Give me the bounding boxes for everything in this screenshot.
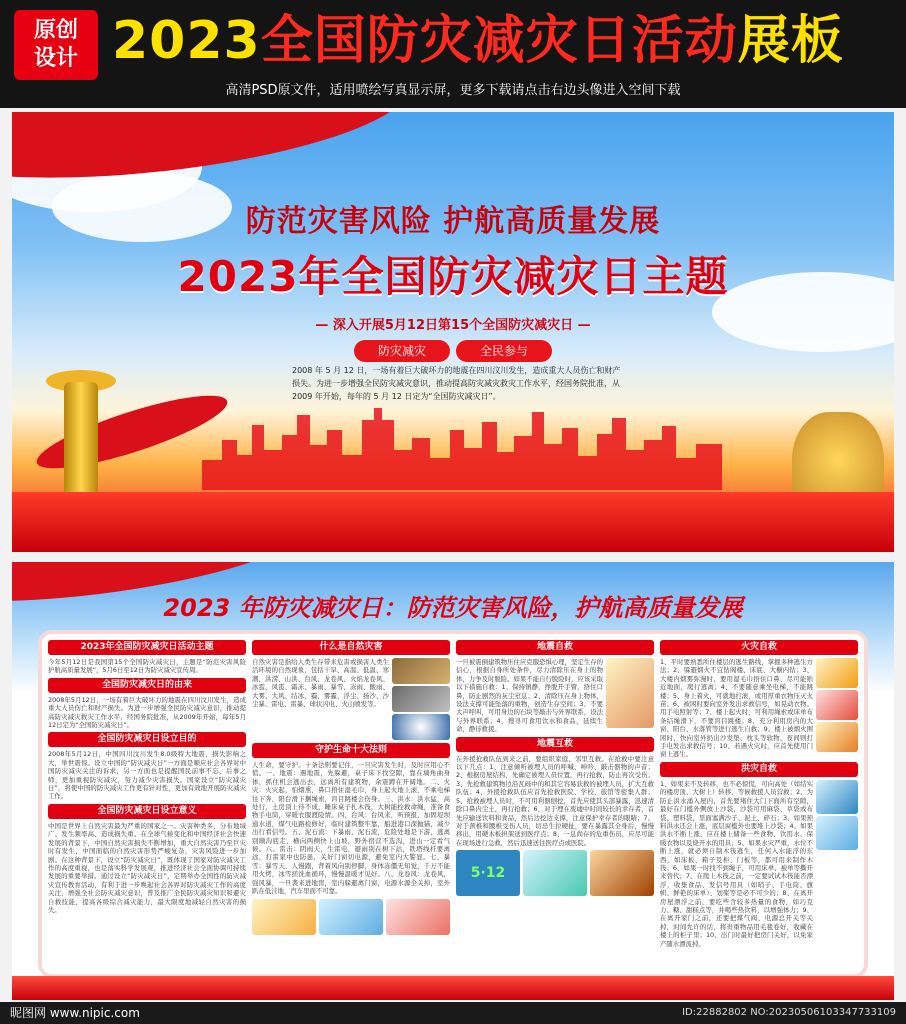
header-bar <box>0 0 906 108</box>
flood-cartoon-icon <box>816 816 858 850</box>
section-text: 1、平时要熟悉所住楼层的逃生路线，掌握多种逃生方法；2、躲避烟火不宜钻阁楼、床底、大橱内钻；3、大楼内烟雾弥漫时，要用湿毛巾捂住口鼻，尽可能贴近地面，爬行逃离；4、不要随意乘坐电梯，不能跳楼；5、身上着火，可就地打滚，或用厚重衣物压灭火苗；6、被困时要向室外发出求救信号，如晃动衣物、用手电照射等；7、楼上起火时，可利用绳索或床单布条结绳滑下，不要盲目跳楼；8、充分利用房内的大窗、阳台、水落管等进行逃生自救；9、楼上被烟火围困时，快向室外扔出沙发垫、枕头等软物，夜间则打手电发出求救信号；10、若遇火灾时，应首先使用门窗上逃生。 <box>660 658 813 759</box>
banner-panel-top <box>12 112 894 552</box>
memorial-512-icon <box>456 850 520 896</box>
section-text: 1、如果来不及转移，也不必惊慌，可向高处（如结实的楼房顶、大树上）转移，等候救援人员营救；2、为防止洪水涌入屋内，首先要堵住大门下面所有空隙，最好在门槛外侧放上沙袋，沙袋可用麻袋、草袋或布袋、塑料袋，里面塞满沙子、泥土、碎石；3、如果预料洪水还会上涨，底层窗槛外也要堆上沙袋；4、如果洪水不断上涨，应在楼上储备一些食物、饮用水、保暖衣物以及烧开水的用具；5、如果水灾严重，水位不断上涨，就必须自制木筏逃生，任何入水能浮的东西，如床板、箱子及柜、门板等，都可用来制作木筏；6、如果一时找不到绳子，可用床单、被单等撕开来替代；7、在爬上木筏之前，一定要试试木筏能否漂浮，收集食品、发信号用具（如哨子、手电筒、旗帜、鲜艳的床单）、划桨等是必不可少的；8、在离开房屋漂浮之前，要吃些含较多热量的食物，如巧克力、糖、甜糕点等，并喝些热饮料，以增强体力；9、在离开家门之前，还要把煤气阀、电源总开关等关掉，时间允许的话，将贵重物品用毛毯卷好，收藏在楼上的柜子里；10、出门时最好把房门关好，以免家产随水漂流掉。 <box>660 779 813 948</box>
header-subtitle: 高清PSD原文件，适用喷绘写真显示屏，更多下载请点击右边头像进入空间下载 <box>225 83 681 98</box>
column-4 <box>660 640 858 968</box>
rescue-cartoon-icon <box>590 850 654 896</box>
red-base-wave <box>12 976 894 1000</box>
original-design-badge <box>14 10 98 80</box>
disaster-photo-icon <box>392 686 450 712</box>
cartoon-illustration-icon <box>319 899 383 935</box>
section-text: 自然灾害是指给人类生存带来危害或损害人类生活环境的自然现象，包括干旱、高温、低温、寒潮、洪涝、山洪、台风、龙卷风、火焰龙卷风、冰雹、风雹、霜冻、暴雨、暴雪、冻雨、酸雨、大雾、大风、结冰、霾、雾霾、浮尘、扬沙、沙尘暴、雷电、雷暴、球状闪电、火山喷发等。 <box>252 658 389 709</box>
tag-participation: 全民参与 <box>456 340 552 362</box>
section-heading: 全国防灾减灾日的由来 <box>48 678 246 693</box>
content-panel-bottom <box>12 562 894 1000</box>
typhoon-photo-icon <box>392 714 450 740</box>
section-heading: 全国防灾减灾日设立目的 <box>48 732 246 747</box>
badge-line-2: 设计 <box>33 46 78 71</box>
city-skyline-icon <box>202 400 722 490</box>
section-heading: 地震互救 <box>456 737 654 752</box>
section-heading: 火灾自救 <box>660 640 858 655</box>
fire-cartoon-icon <box>816 722 858 752</box>
column-3 <box>456 640 654 968</box>
banner-intro-text: 2008 年 5 月 12 日，一场有着巨大破坏力的地震在四川汶川发生，造成重大人员伤亡和财产损失。为进一步增强全民防灾减灾意识，推动提高防灾减灾救灾工作水平，经国务院批准，从 2009 年开始，每年的 5 月 12 日定为“全国防灾减灾日”。 <box>292 366 621 401</box>
section-text: 人生命，要守护。十条法则要记住，一旦灾害发生时，及时应用心不慌。一、地震：遇地震，先躲避，桌子床下找空隙，靠在墙角曲身体，抓住机会逃出去，远离所有建筑物，余震蹲在开阔地。二、火灾：火灾起，怕烟熏，鼻口捂住湿毛巾，身上起火地上滚，不乘电梯往下奔，阳台滑下捆绳索，盲目跳楼会伤身。三、洪水：洪水猛，高处行，土房顶上待不成，睡床桌子扎木筏，大树能拴救命绳，准备食物手电筒，穿暖衣服渡险情。四、台风：台风来，听预报，加固堤坝通水道，煤气电路检修好，临时建筑整牢靠，船进港口深抛锚，减少出行看信号。五、泥石流：下暴雨，泥石流，危险处地是下游，逃离别顺沟底走，横向两侧快上山坡，野外宿营不选沟，进山一定看气候。六、雷击：阴雨天，生雷电，避雨别在树下站，铁塔线杆要离远，打雷家中也防患，关好门窗切电源，避免室内大警显。七、暴雪：暴雪天，人慢跑，背着风向别停脚，身体冻僵无知觉，千万不能用火烤，冰雪搓洗血循环，慢慢温暖才见好。八、龙卷风：龙卷风，强风暴，一旦袭来进地窖，室内躲避离门窗，电源水源全关掉，室外趴在低洼地，汽车里面不可靠。 <box>252 761 450 896</box>
image-id-watermark: ID:22882802 NO:20230506103347733109 <box>682 1007 896 1018</box>
disaster-photo-icon <box>392 658 450 684</box>
section-text: 2008年5月12日，中国四川汶川发生8.0级特大地震，损失影响之大，举世震惊。设立中国的“防灾减灾日”一方面是顺应社会各界对中国防灾减灾关注的诉求，另一方面也是提醒国民前事不忘、后事之师，更加重视防灾减灾，努力减少灾害损失。国家设立“防灾减灾日”，将使中国的防灾减灾工作更有针对性，更加有效地开展防灾减灾工作。 <box>48 750 246 801</box>
title-year: 2023 <box>112 11 261 71</box>
flood-cartoon-icon <box>816 780 858 814</box>
fire-cartoon-icon <box>816 658 858 688</box>
section-text: 在外援抢救队伍到来之前，要组织家庭、邻里互救。在抢救中要注意以下几点：1、注意倾听被埋人员的呼喊、呻吟、敲击器物的声音；2、根据房屋结构，先确定被埋人员位置，再行抢救，防止再次受伤；3、先抢救建筑物边沿瓦砾中的和其它容易获救的被埋人员，扩大互救队伍；4、外援抢救队伍应首先抢救医院、学校、旅馆等密集人群；5、抢救被埋人员时，不可用利器刨挖，首先应使其头部暴露，迅速清除口鼻内尘土，再行抢救；6、对于埋在废墟中时间较长的幸存者，首先应输送饮料和食品，然后边挖边支撑，注意保护幸存者的眼睛；7、对于颈椎和腰椎受伤人员，切忌生拉硬扯，要在暴露其全身后，慢慢移出，用硬木板担架送到医疗点；8、一息尚存的危重伤员，应尽可能在现场进行急救，然后迅速送往医疗点或医院。 <box>456 754 654 847</box>
section-heading: 守护生命十大法则 <box>252 743 450 758</box>
watermark-bar <box>0 1002 906 1024</box>
banner-tags <box>354 340 552 362</box>
rescue-cartoon-icon <box>523 850 587 896</box>
section-heading: 2023年全国防灾减灾日活动主题 <box>48 640 246 655</box>
main-title <box>112 6 844 76</box>
column-1 <box>48 640 246 968</box>
site-watermark: 昵图网 www.nipic.com <box>10 1006 140 1020</box>
content-board <box>38 630 868 978</box>
banner-theme-title: 2023年全国防灾减灾日主题 <box>177 252 729 301</box>
section-text: 2008年5月12日，一场有着巨大破坏力的地震在四川汶川发生，造成重大人员伤亡和财产损失。为进一步增强全民防灾减灾意识，推动提高防灾减灾救灾工作水平，经国务院批准，从2009年开始，每年5月12日定为“全国防灾减灾日”。 <box>48 695 246 730</box>
section-text: 今年5月12日是我国第15个全国防灾减灾日，主题是“防范灾害风险 护航高质量发展”，5月6日至12日为防灾减灾宣传周。 <box>48 658 246 675</box>
badge-line-1: 原创 <box>33 18 78 43</box>
section-heading: 洪灾自救 <box>660 762 858 777</box>
title-tail: 展板 <box>737 11 844 71</box>
earthquake-cartoon-icon <box>606 658 654 728</box>
cartoon-illustration-icon <box>252 899 316 935</box>
cartoon-illustration-icon <box>386 899 450 935</box>
memorial-512-label: 5·12 <box>470 865 506 882</box>
red-base-wave <box>12 492 894 552</box>
section-heading: 什么是自然灾害 <box>252 640 450 655</box>
section-heading: 全国防灾减灾日设立意义 <box>48 804 246 819</box>
banner-slogan: 防范灾害风险 护航高质量发展 <box>245 204 661 239</box>
tag-prevention: 防灾减灾 <box>354 340 450 362</box>
section-text: 一旦被震倒建筑物压住应克服恐惧心理，坚定生存的信心，根据自身所处条件，尽力清除压在身上的物体，力争及时脱险。如果不能自行脱险时，应该采取以下措施自救：1、保持镇静，挣脱开手臂，捂住口鼻，防止剧烈的灰尘窒息；2、清除压在身上物体，设法支撑可能坠落的重物，创造生存空间；3、不要大声呼叫，可用身边的石块等敲击与外界联系，设法与外界联系；4、搜寻可食用饮水和食品，延续生命，静待救援。 <box>456 658 603 734</box>
title-main: 全国防灾减灾日活动 <box>260 11 738 71</box>
content-theme-title: 2023 年防灾减灾日：防范灾害风险，护航高质量发展 <box>163 594 743 622</box>
section-text: 中国是世界上自然灾害最为严重的国家之一。灾害种类多、分布地域广、发生频率高、造成损失重。在全球气候变化和中国经济社会快速发展的背景下，中国自然灾害损失不断增加，重大自然灾害乃至巨灾时有发生，中国面临的自然灾害形势严峻复杂，灾害风险进一步加剧。在这种背景下，设立“防灾减灾日”，既体现了国家对防灾减灾工作的高度重视，也是落实科学发展观，推进经济社会全面协调可持续发展的重要举措。通过设立“防灾减灾日”，定期举办全国性的防灾减灾宣传教育活动，有利于进一步唤起社会各界对防灾减灾工作的高度关注，增强全社会防灾减灾意识，普及推广全民防灾减灾知识和避灾自救技能，提高各级综合减灾能力，最大限度地减轻自然灾害的损失。 <box>48 821 246 914</box>
column-2 <box>252 640 450 968</box>
fire-cartoon-icon <box>816 690 858 720</box>
section-heading: 地震自救 <box>456 640 654 655</box>
banner-deep-line: — 深入开展5月12日第15个全国防灾减灾日 — <box>315 318 591 333</box>
